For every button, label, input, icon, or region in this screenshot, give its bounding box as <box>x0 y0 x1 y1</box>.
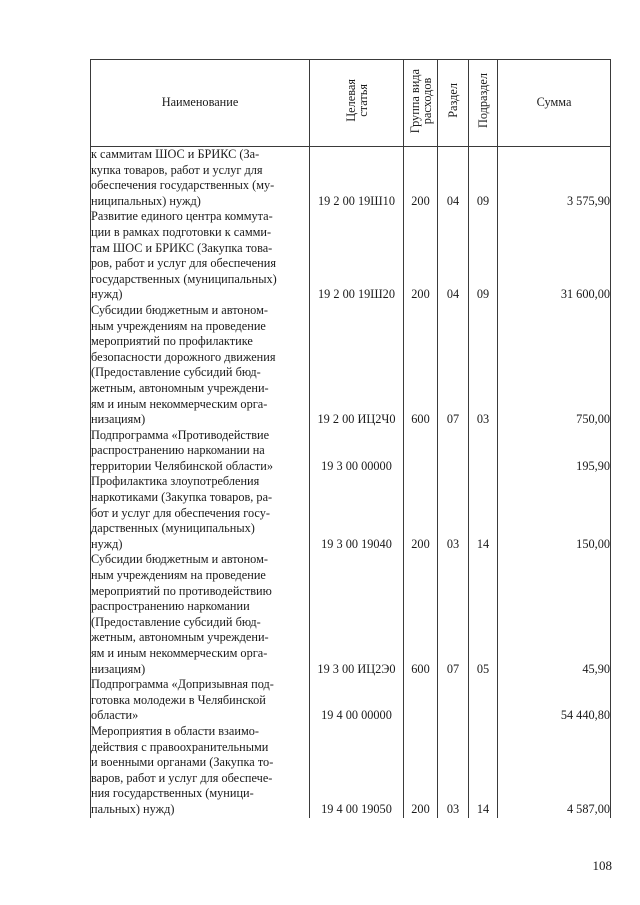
row-code: 19 3 00 19040 <box>310 474 404 552</box>
row-subsection: 14 <box>469 724 498 818</box>
row-name-line: Подпрограмма «Противодействие <box>91 427 270 442</box>
row-name-line: ным учреждениям на проведение <box>91 568 266 583</box>
table-header-row <box>91 60 611 147</box>
row-name-line: варов, работ и услуг для обеспече- <box>91 770 273 785</box>
row-name-line: ям и иным некоммерческим орга- <box>91 646 268 660</box>
row-section: 07 <box>438 552 469 677</box>
row-name-line: мероприятий по профилактике <box>91 334 253 349</box>
table-row <box>91 428 611 475</box>
row-name-line: нужд) <box>91 536 123 551</box>
row-name <box>91 147 310 210</box>
table-row <box>91 209 611 303</box>
row-section: 04 <box>438 209 469 303</box>
row-name-line: готовка молодежи в Челябинской <box>91 692 266 707</box>
row-name-line: области» <box>91 708 139 723</box>
row-sum: 4 587,00 <box>498 724 611 818</box>
header-name: Наименование <box>91 60 310 147</box>
table-row <box>91 474 611 552</box>
row-name <box>91 303 310 428</box>
row-name-line: безопасности дорожного движения <box>91 349 276 364</box>
row-subsection: 14 <box>469 474 498 552</box>
row-name-line: (Предоставление субсидий бюд- <box>91 365 261 380</box>
row-subsection: 03 <box>469 303 498 428</box>
row-group <box>404 428 438 475</box>
row-name-line: низациям) <box>91 412 146 427</box>
row-name-line: пальных) нужд) <box>91 801 175 816</box>
row-subsection: 09 <box>469 147 498 210</box>
row-name-line: к саммитам ШОС и БРИКС (За- <box>91 147 260 161</box>
row-name <box>91 677 310 724</box>
row-code: 19 3 00 ИЦ2Э0 <box>310 552 404 677</box>
row-name-line: ным учреждениям на проведение <box>91 318 266 333</box>
row-code: 19 3 00 00000 <box>310 428 404 475</box>
row-section: 03 <box>438 724 469 818</box>
row-name-line: распространению наркомании на <box>91 443 265 458</box>
row-section: 04 <box>438 147 469 210</box>
row-name-line: там ШОС и БРИКС (Закупка това- <box>91 240 273 255</box>
row-name-line: территории Челябинской области» <box>91 458 273 473</box>
row-name <box>91 428 310 475</box>
row-name-line: Субсидии бюджетным и автоном- <box>91 552 268 567</box>
row-group: 200 <box>404 474 438 552</box>
row-name-line: ров, работ и услуг для обеспечения <box>91 256 276 271</box>
row-name-line: обеспечения государственных (му- <box>91 178 275 193</box>
row-group: 200 <box>404 147 438 210</box>
table-row <box>91 147 611 210</box>
header-sum: Сумма <box>498 60 611 147</box>
row-name-line: ниципальных) нужд) <box>91 193 201 208</box>
row-group <box>404 677 438 724</box>
row-name-line: распространению наркомании <box>91 599 250 614</box>
row-subsection: 05 <box>469 552 498 677</box>
row-name-line: бот и услуг для обеспечения госу- <box>91 505 270 520</box>
row-section <box>438 677 469 724</box>
row-subsection: 09 <box>469 209 498 303</box>
row-name-line: ния государственных (муници- <box>91 786 254 801</box>
row-name <box>91 209 310 303</box>
row-name-line: купка товаров, работ и услуг для <box>91 162 263 177</box>
header-code: Целевая статья <box>310 60 404 147</box>
row-sum: 195,90 <box>498 428 611 475</box>
header-section: Раздел <box>438 60 469 147</box>
row-group: 600 <box>404 552 438 677</box>
row-code: 19 2 00 19Ш20 <box>310 209 404 303</box>
table-row <box>91 724 611 818</box>
row-group: 200 <box>404 724 438 818</box>
row-name-line: и военными органами (Закупка то- <box>91 755 274 770</box>
row-name-line: Мероприятия в области взаимо- <box>91 723 259 738</box>
row-name <box>91 474 310 552</box>
row-sum: 150,00 <box>498 474 611 552</box>
row-code: 19 2 00 19Ш10 <box>310 147 404 210</box>
budget-table <box>90 59 611 818</box>
row-name-line: нужд) <box>91 287 123 302</box>
row-name-line: жетным, автономным учреждени- <box>91 630 269 645</box>
row-sum: 54 440,80 <box>498 677 611 724</box>
header-subsection: Подраздел <box>469 60 498 147</box>
row-name <box>91 724 310 818</box>
row-name-line: государственных (муниципальных) <box>91 271 277 286</box>
row-name-line: низациям) <box>91 661 146 676</box>
table-row <box>91 552 611 677</box>
row-section: 07 <box>438 303 469 428</box>
row-section: 03 <box>438 474 469 552</box>
row-name-line: Субсидии бюджетным и автоном- <box>91 302 268 317</box>
row-sum: 45,90 <box>498 552 611 677</box>
table-row <box>91 303 611 428</box>
row-subsection <box>469 428 498 475</box>
row-name-line: ции в рамках подготовки к самми- <box>91 224 272 239</box>
row-name-line: ям и иным некоммерческим орга- <box>91 396 268 411</box>
row-name-line: Профилактика злоупотребления <box>91 474 260 489</box>
row-name-line: жетным, автономным учреждени- <box>91 380 269 395</box>
row-group: 200 <box>404 209 438 303</box>
row-name-line: Подпрограмма «Допризывная под- <box>91 677 274 692</box>
row-code: 19 2 00 ИЦ2Ч0 <box>310 303 404 428</box>
page-number: 108 <box>592 858 612 873</box>
row-code: 19 4 00 19050 <box>310 724 404 818</box>
row-section <box>438 428 469 475</box>
row-name-line: мероприятий по противодействию <box>91 583 272 598</box>
table-row <box>91 677 611 724</box>
row-subsection <box>469 677 498 724</box>
row-name-line: наркотиками (Закупка товаров, ра- <box>91 490 273 505</box>
row-sum: 750,00 <box>498 303 611 428</box>
row-sum: 3 575,90 <box>498 147 611 210</box>
row-group: 600 <box>404 303 438 428</box>
row-name-line: (Предоставление субсидий бюд- <box>91 614 261 629</box>
row-sum: 31 600,00 <box>498 209 611 303</box>
row-name-line: Развитие единого центра коммута- <box>91 209 273 224</box>
row-name-line: действия с правоохранительными <box>91 739 269 754</box>
row-name <box>91 552 310 677</box>
row-name-line: дарственных (муниципальных) <box>91 521 255 536</box>
header-group: Группа вида расходов <box>404 60 438 147</box>
table-body <box>91 147 611 818</box>
row-code: 19 4 00 00000 <box>310 677 404 724</box>
